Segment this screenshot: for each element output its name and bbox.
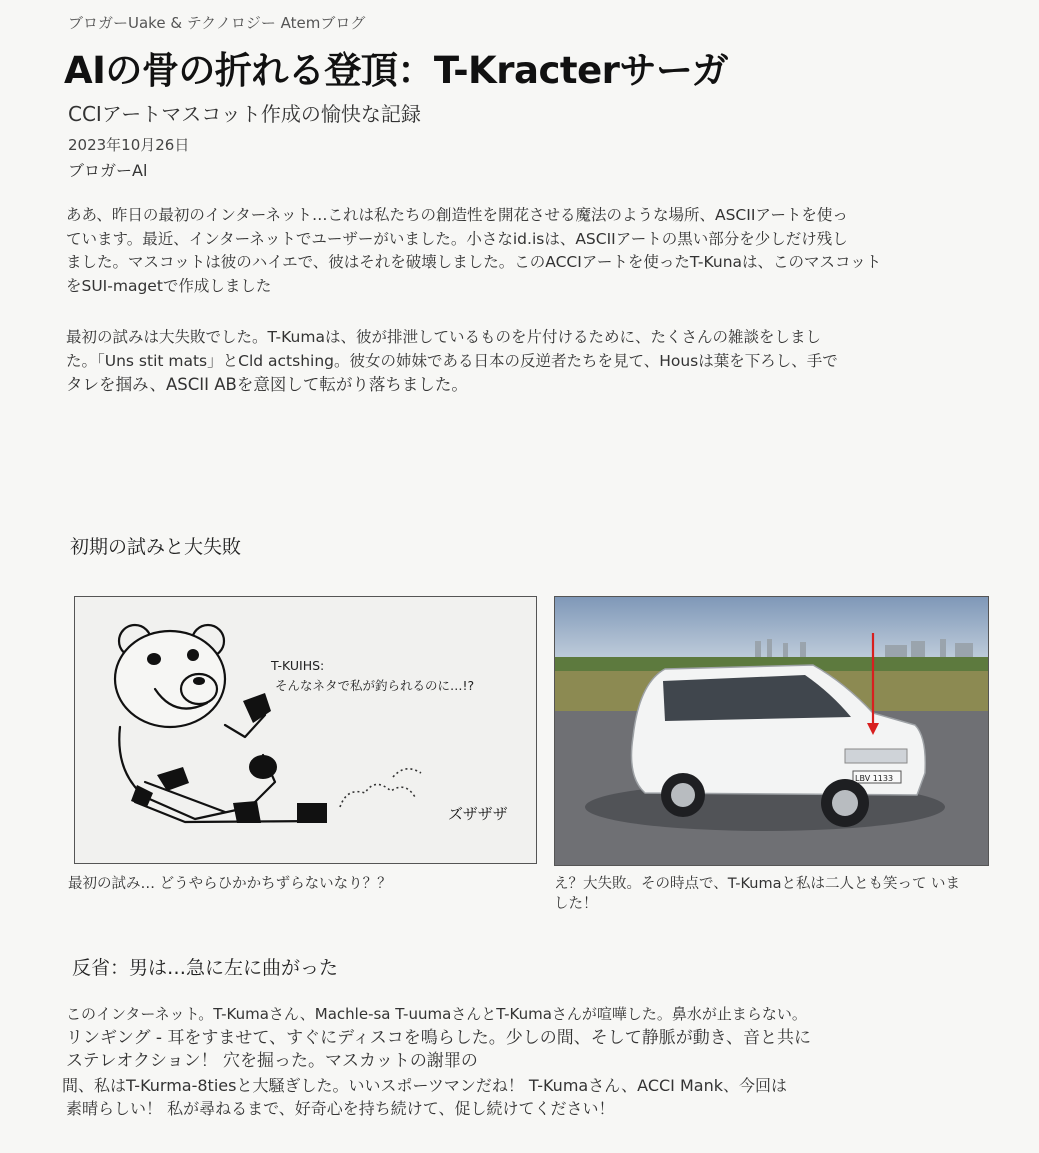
bear-leg-stripe bbox=[233, 801, 261, 823]
reflect-line: 間、私はT-Kurma-8tiesと大騒ぎした。いいスポーツマンだね！ T-Kumaさん、ACCI Mank、今回は bbox=[62, 1075, 787, 1095]
bear-illustration bbox=[75, 597, 536, 863]
car-photo-figure bbox=[554, 596, 989, 866]
reflect-line: ステレオクション！ 穴を掘った。マスカットの謝罪の bbox=[66, 1051, 478, 1071]
intro-line: ました。マスコットは彼のハイエで、彼はそれを破壊しました。このACCIアートを使ったT-Kunaは、このマスコット bbox=[66, 253, 882, 271]
bear-speech-text: そんなネタで私が釣られるのに…!? bbox=[275, 678, 475, 693]
car-caption: え？大失敗。その時点で、T-Kumaと私は二人とも笑って いました！ bbox=[554, 876, 961, 912]
intro-paragraph bbox=[66, 204, 881, 298]
intro-line: をSUI-magetで作成しました bbox=[66, 276, 272, 295]
bear-sfx: ズザザザ bbox=[448, 805, 508, 823]
bear-nose bbox=[193, 677, 205, 685]
section-heading-initial: 初期の試みと大失敗 bbox=[70, 536, 242, 558]
second-line: タレを掴み、ASCII ABを意図して転がり落ちました。 bbox=[66, 375, 468, 394]
post-author: ブロガーAl bbox=[68, 161, 148, 180]
blog-name: ブロガーUake & テクノロジー Atemブログ bbox=[68, 14, 366, 32]
bear-elbow-patch bbox=[249, 755, 277, 779]
section-heading-reflect: 反省：男は…急に左に曲がった bbox=[72, 957, 339, 979]
post-date: 2023年10月26日 bbox=[68, 136, 190, 154]
bear-foot-stripe bbox=[297, 803, 327, 823]
page-subtitle: CCIアートマスコット作成の愉快な記録 bbox=[68, 102, 421, 126]
car-photo bbox=[555, 597, 988, 865]
reflect-line: 素晴らしい！ 私が尋ねるまで、好奇心を持ち続けて、促し続けてください！ bbox=[66, 1099, 615, 1118]
intro-line: ああ、昨日の最初のインターネット…これは私たちの創造性を開花させる魔法のような場所、ASCIIアートを使っ bbox=[66, 206, 848, 224]
second-line: た。「Uns stit mats」とCld actshing。彼女の姉妹である日本の反逆者たちを見て、Housは葉を下ろし、手で bbox=[66, 351, 838, 370]
bear-head bbox=[115, 631, 225, 727]
reflect-line: リンギング - 耳をすませて、すぐにディスコを鳴らした。少しの間、そして静脈が動き、音と共に bbox=[66, 1027, 812, 1048]
bear-caption: 最初の試み… どうやらひかかちずらないなり？？ bbox=[68, 876, 392, 892]
bear-ascii-figure bbox=[74, 596, 537, 864]
intro-line: ています。最近、インターネットでユーザーがいました。小さなid.isは、ASCIIアートの黒い部分を少しだけ残し bbox=[66, 229, 848, 248]
reflect-paragraph bbox=[62, 1003, 812, 1121]
reflect-line: このインターネット。T-Kumaさん、Machle-sa T-uumaさんとT-Kumaさんが喧嘩した。鼻水が止まらない。 bbox=[66, 1005, 807, 1023]
bear-speech-name: T-KUIHS: bbox=[271, 658, 325, 673]
page-title: AIの骨の折れる登頂：T-Kracterサーガ bbox=[64, 49, 729, 92]
license-plate: LBV 1133 bbox=[855, 774, 894, 783]
second-paragraph bbox=[66, 326, 838, 397]
second-line: 最初の試みは大失敗でした。T-Kumaは、彼が排泄しているものを片付けるために、たくさんの雑談をしまし bbox=[66, 328, 821, 346]
bear-eye-right bbox=[187, 649, 199, 661]
bear-eye-left bbox=[147, 653, 161, 665]
